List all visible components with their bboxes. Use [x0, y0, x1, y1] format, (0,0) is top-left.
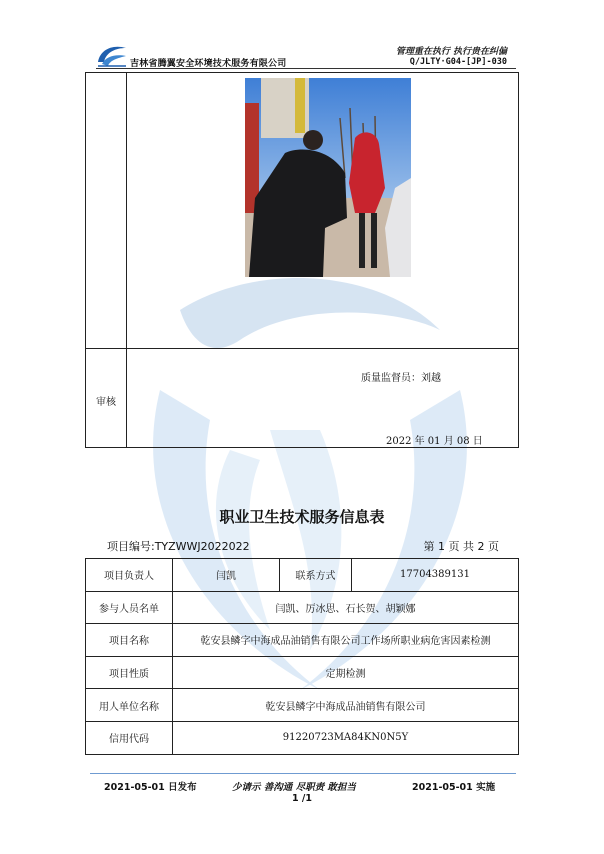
quality-supervisor: 质量监督员：刘越 — [361, 373, 441, 384]
table-row — [86, 721, 519, 754]
table-row — [86, 591, 519, 624]
cell-label: 项目性质 — [86, 656, 173, 689]
footer-slogan: 少请示 善沟通 尽职责 敢担当 — [232, 782, 356, 793]
table-row — [86, 624, 519, 657]
project-number: 项目编号:TYZWWJ2022022 — [107, 540, 250, 553]
cell-value: 乾安县鳞字中海成品油销售有限公司工作场所职业病危害因素检测 — [173, 624, 519, 657]
table-row — [86, 656, 519, 689]
cell-value: 91220723MA84KN0N5Y — [173, 721, 519, 754]
cell-label: 项目名称 — [86, 624, 173, 657]
header-slogan: 管理重在执行 执行贵在纠偏 — [395, 47, 507, 57]
company-logo-icon — [96, 42, 128, 68]
table-row — [86, 559, 519, 592]
cell-value: 17704389131 — [352, 559, 519, 592]
footer-divider — [90, 773, 516, 774]
table-row — [86, 689, 519, 722]
header-divider — [96, 68, 516, 69]
cell-label: 信用代码 — [86, 721, 173, 754]
cell-label: 用人单位名称 — [86, 689, 173, 722]
info-table-title: 职业卫生技术服务信息表 — [219, 508, 385, 526]
review-date: 2022 年 01 月 08 日 — [386, 436, 483, 447]
table-divider — [126, 73, 127, 447]
cell-label: 参与人员名单 — [86, 591, 173, 624]
cell-value: 闫凯、厉冰思、石长贺、胡颖娜 — [173, 591, 519, 624]
table-divider — [86, 348, 518, 349]
page-indicator: 第 1 页 共 2 页 — [423, 540, 499, 553]
company-name: 吉林省腾翼安全环境技术服务有限公司 — [130, 59, 287, 69]
page-number: 1 /1 — [292, 793, 312, 804]
review-table — [85, 72, 519, 448]
site-photo — [245, 78, 411, 277]
publish-date: 2021-05-01 日发布 — [104, 782, 197, 793]
review-label: 审核 — [96, 397, 116, 408]
cell-label: 联系方式 — [280, 559, 352, 592]
implement-date: 2021-05-01 实施 — [412, 782, 496, 793]
document-code: Q/JLTY·G04-[JP]-030 — [409, 57, 507, 67]
cell-value: 闫凯 — [173, 559, 280, 592]
cell-label: 项目负责人 — [86, 559, 173, 592]
cell-value: 乾安县鳞字中海成品油销售有限公司 — [173, 689, 519, 722]
cell-value: 定期检测 — [173, 656, 519, 689]
info-table — [85, 558, 519, 755]
